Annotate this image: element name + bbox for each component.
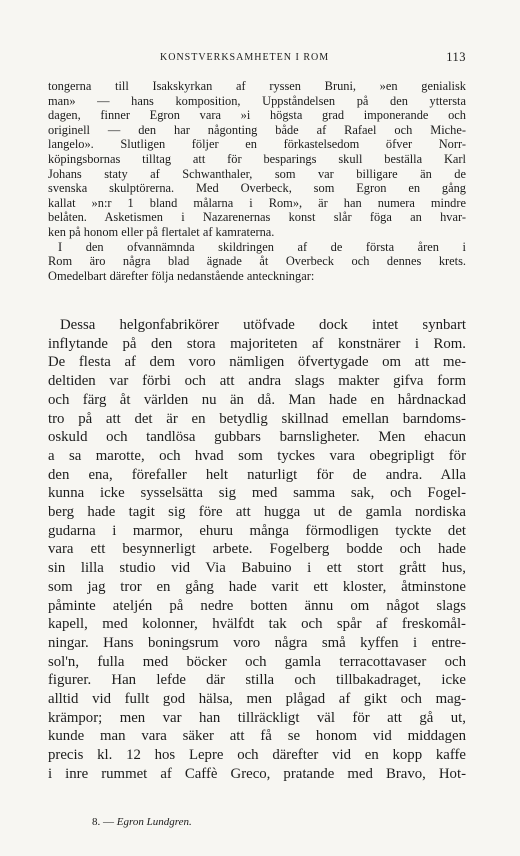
text-line: krämpor; men var han tillräckligt väl för att gå ut, [48, 709, 466, 726]
text-line: dagen, finner Egron vara »i högsta grad imponerande och [48, 108, 466, 123]
small-print-block [48, 79, 466, 283]
text-line: tro på att det är en betydlig skillnad emellan barndoms- [48, 410, 466, 427]
text-line: berg hade tagit sig före att hugga ut de gamla nordiska [48, 504, 466, 521]
signature-author: Egron Lundgren. [116, 816, 192, 828]
text-line: gudarna i marmor, ehuru många förmodligen tyckte det [48, 522, 466, 539]
text-line: Omedelbart därefter följa nedanstående anteckningar: [48, 268, 315, 283]
signature-mark: 8. — [92, 816, 114, 828]
text-line: svenska skulptörerna. Med Overbeck, som Egron en gång [48, 181, 466, 196]
text-line: i inre rummet af Caffè Greco, pratande med Bravo, Hot- [48, 765, 466, 782]
text-line: De flesta af dem voro nämligen öfvertygade om att me- [48, 354, 466, 371]
text-line: och färg åt världen nu än då. Man hade en hårdnackad [48, 391, 466, 408]
text-line: Rom äro några blad ägnade åt Overbeck och dennes krets. [48, 254, 466, 269]
text-line: deltiden var förbi och att andra slags makter gifva form [48, 373, 466, 390]
text-line: belåten. Asketismen i Nazarenernas konst slår föga an hvar- [48, 210, 466, 225]
text-line: kallat »n:r 1 bland målarna i Rom», är han numera mindre [48, 195, 466, 210]
text-line: oskuld och tandlösa gubbars barnsligheter. Men ehacun [48, 429, 466, 446]
text-line: ningar. Hans boningsrum voro några små kyffen i entre- [48, 634, 466, 651]
signature-line [92, 816, 192, 828]
text-line: I den ofvannämnda skildringen af de första åren i [58, 239, 466, 254]
text-line: sin lilla studio vid Via Babuino i ett stort grått hus, [48, 560, 466, 577]
text-line: påminte ateljén på nedre botten ännu om något slags [48, 597, 466, 614]
large-print-block [48, 316, 466, 784]
text-line: vara ett besynnerligt arbete. Fogelberg bodde och hade [48, 541, 466, 558]
text-line: alltid vid fullt god hälsa, men plågad af gikt och mag- [48, 691, 466, 708]
text-line: inflytande på den stora majoriteten af konstnärer i Rom. [48, 335, 466, 352]
text-line: som jag tror en gång hade varit ett kloster, åtminstone [48, 578, 466, 595]
running-title: KONSTVERKSAMHETEN I ROM [160, 52, 330, 63]
text-line: kunde man vara säker att få se honom vid middagen [48, 728, 466, 745]
text-line: kapell, med kolonner, hvälfdt tak och spår af freskomål- [48, 616, 466, 633]
text-line: sol'n, fulla med böcker och gamla terracottavaser och [48, 653, 466, 670]
text-line: Johans staty af Schwanthaler, som var billigare än de [48, 166, 466, 181]
text-line: figurer. Han lefde där stilla och tillbakadraget, icke [48, 672, 466, 689]
text-line: langelo». Slutligen följer en förkastelsedom öfver Norr- [48, 137, 466, 152]
text-line: ken på honom eller på flertalet af kamraterna. [48, 224, 275, 239]
text-line: originell — den har någonting både af Rafael och Miche- [48, 122, 466, 137]
text-line: Dessa helgonfabrikörer utöfvade dock intet synbart [60, 317, 466, 333]
text-line: köpingsbornas tilltag att för besparings skull beställa Karl [48, 151, 466, 166]
text-line: tongerna till Isakskyrkan af ryssen Bruni, »en genialisk [48, 79, 466, 93]
page-number: 113 [446, 50, 466, 64]
text-line: den ena, förefaller helt naturligt för de andra. Alla [48, 466, 466, 483]
running-head [48, 52, 466, 66]
text-line: kunna icke sysselsätta sig med samma sak, och Fogel- [48, 485, 466, 502]
text-line: a sa marotte, och hvad som tyckes vara obegripligt för [48, 447, 466, 464]
text-line: man» — hans komposition, Uppståndelsen på den yttersta [48, 93, 466, 108]
text-line: precis kl. 12 hos Lepre och därefter vid en kopp kaffe [48, 747, 466, 764]
